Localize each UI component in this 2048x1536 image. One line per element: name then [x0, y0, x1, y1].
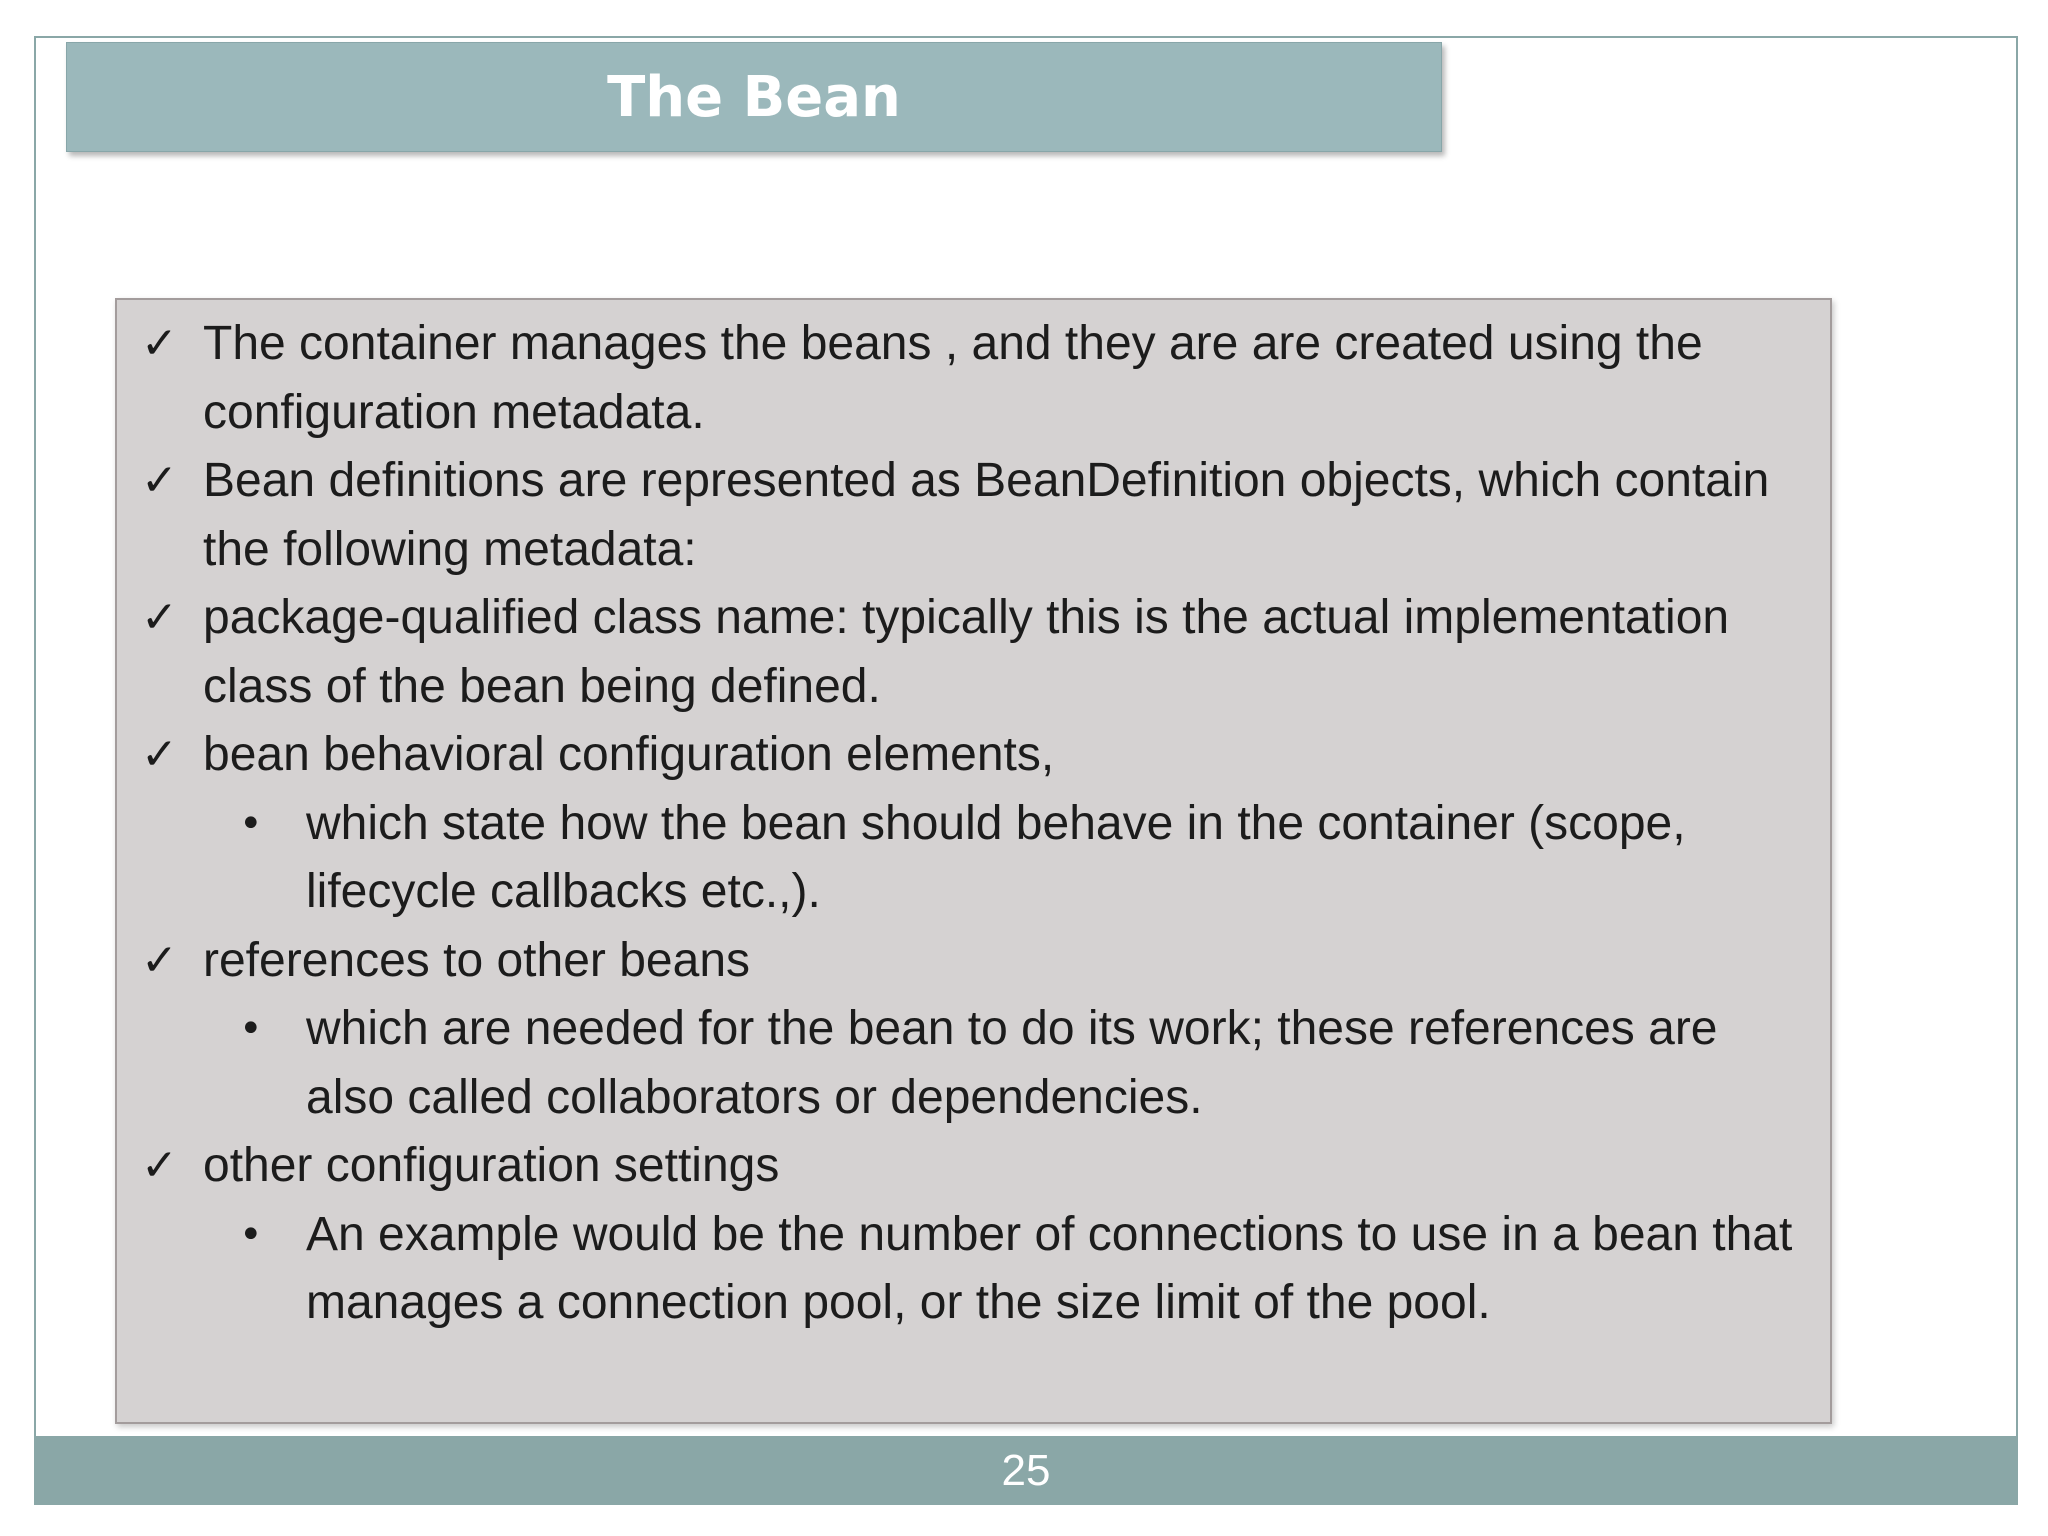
bullet-text: Bean definitions are represented as BeanDefinition objects, which contain the following metadata: — [203, 454, 1770, 576]
page-number: 25 — [1001, 1445, 1051, 1495]
bullet-item — [117, 1132, 1830, 1201]
bullet-text: other configuration settings — [203, 1139, 780, 1192]
checkmark-icon: ✓ — [141, 1140, 178, 1191]
bullet-item — [117, 927, 1830, 996]
bullet-item — [117, 310, 1830, 447]
bullet-text: The container manages the beans , and they are are created using the configuration metadata. — [203, 317, 1703, 439]
checkmark-icon: ✓ — [141, 729, 178, 780]
bullet-dot-icon: • — [239, 1211, 263, 1258]
bullet-item — [117, 584, 1830, 721]
checkmark-icon: ✓ — [141, 455, 178, 506]
footer-bar — [34, 1436, 2018, 1505]
sub-bullet-item — [117, 995, 1830, 1132]
checkmark-icon: ✓ — [141, 934, 178, 986]
sub-bullet-item — [117, 1201, 1830, 1338]
sub-bullet-text: which are needed for the bean to do its work; these references are also called collaborators or dependencies. — [306, 1002, 1718, 1124]
bullet-item — [117, 447, 1830, 584]
bullet-text: bean behavioral configuration elements, — [203, 728, 1055, 781]
sub-bullet-item — [117, 790, 1830, 927]
title-bar — [66, 42, 1442, 152]
bullet-dot-icon: • — [239, 1006, 263, 1052]
slide-title: The Bean — [607, 64, 901, 130]
bullet-list — [117, 310, 1830, 1338]
checkmark-icon: ✓ — [141, 592, 178, 643]
sub-bullet-text: which state how the bean should behave in the container (scope, lifecycle callbacks etc.,). — [306, 796, 1686, 918]
bullet-item — [117, 721, 1830, 790]
checkmark-icon: ✓ — [141, 318, 178, 369]
sub-bullet-text: An example would be the number of connections to use in a bean that manages a connection pool, or the size limit of the pool. — [306, 1207, 1793, 1329]
bullet-dot-icon: • — [239, 800, 263, 847]
bullet-text: references to other beans — [203, 933, 751, 987]
content-box — [115, 298, 1832, 1424]
bullet-text: package-qualified class name: typically this is the actual implementation class of the bean being defined. — [203, 591, 1730, 713]
